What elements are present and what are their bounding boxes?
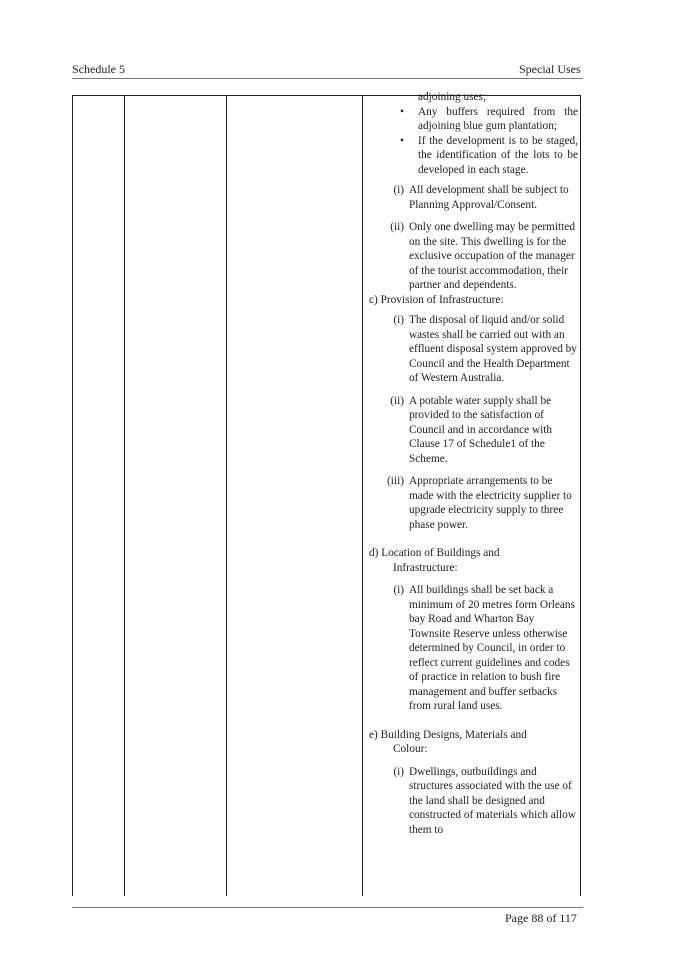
bullet-item: • If the development is to be staged, the identification of the lots to be developed in each stage. <box>400 134 578 176</box>
column-divider-2 <box>226 96 227 896</box>
section-heading: c) Provision of Infrastructure: <box>369 293 504 306</box>
footer-rule <box>72 907 583 908</box>
item-label: (i) <box>393 184 404 196</box>
bullet-dot-icon: • <box>400 134 404 147</box>
numbered-item <box>369 474 578 532</box>
item-label: (i) <box>393 765 404 778</box>
item-label: (iii) <box>387 475 404 487</box>
numbered-item <box>369 394 578 467</box>
bullet-item: • Any buffers required from the adjoining blue gum plantation; <box>400 105 578 132</box>
item-text: Dwellings, outbuildings and structures associated with the use of the land shall be designed and constructed of materials which allow them to <box>409 765 576 836</box>
column-divider-1 <box>124 96 125 896</box>
section-heading: e) Building Designs, Materials and Colour: <box>369 728 527 755</box>
header-left: Schedule 5 <box>72 62 125 76</box>
header-right: Special Uses <box>519 62 581 76</box>
item-text: All buildings shall be set back a minimum of 20 metres form Orleans bay Road and Wharton Bay Townsite Reserve unless otherwise determined by Council, in order to reflect current guidelines and codes of practice in relation to bush fire management and buffer setbacks from rural land uses. <box>409 584 575 712</box>
header-rule <box>72 78 583 79</box>
bullet-continuation: adjoining uses; <box>418 91 487 103</box>
bullet-dot-icon: • <box>400 105 404 118</box>
section-heading: d) Location of Buildings and Infrastructure: <box>369 547 500 574</box>
item-label: (i) <box>393 314 404 326</box>
item-label: (ii) <box>390 221 404 233</box>
item-label: (ii) <box>390 394 404 407</box>
schedule-table <box>72 91 581 896</box>
numbered-item <box>369 583 578 714</box>
column-divider-3 <box>362 96 363 896</box>
item-text: The disposal of liquid and/or solid wastes shall be carried out with an effluent disposal system approved by Council and the Health Department of Western Australia. <box>409 314 577 384</box>
item-text: Only one dwelling may be permitted on the site. This dwelling is for the exclusive occupation of the manager of the tourist accommodation, their partner and dependents. <box>409 221 575 291</box>
item-text: A potable water supply shall be provided to the satisfaction of Council and in accordance with Clause 17 of Schedule1 of the Scheme. <box>409 394 553 465</box>
page-number: Page 88 of 117 <box>505 911 577 925</box>
numbered-item <box>369 183 578 212</box>
numbered-item <box>369 313 578 386</box>
item-text: All development shall be subject to Planning Approval/Consent. <box>409 184 569 211</box>
numbered-item <box>369 220 578 293</box>
item-label: (i) <box>393 584 404 596</box>
item-text: Appropriate arrangements to be made with the electricity supplier to upgrade electricity supply to three phase power. <box>409 475 572 531</box>
conditions-column <box>369 90 578 837</box>
numbered-item <box>369 765 578 838</box>
